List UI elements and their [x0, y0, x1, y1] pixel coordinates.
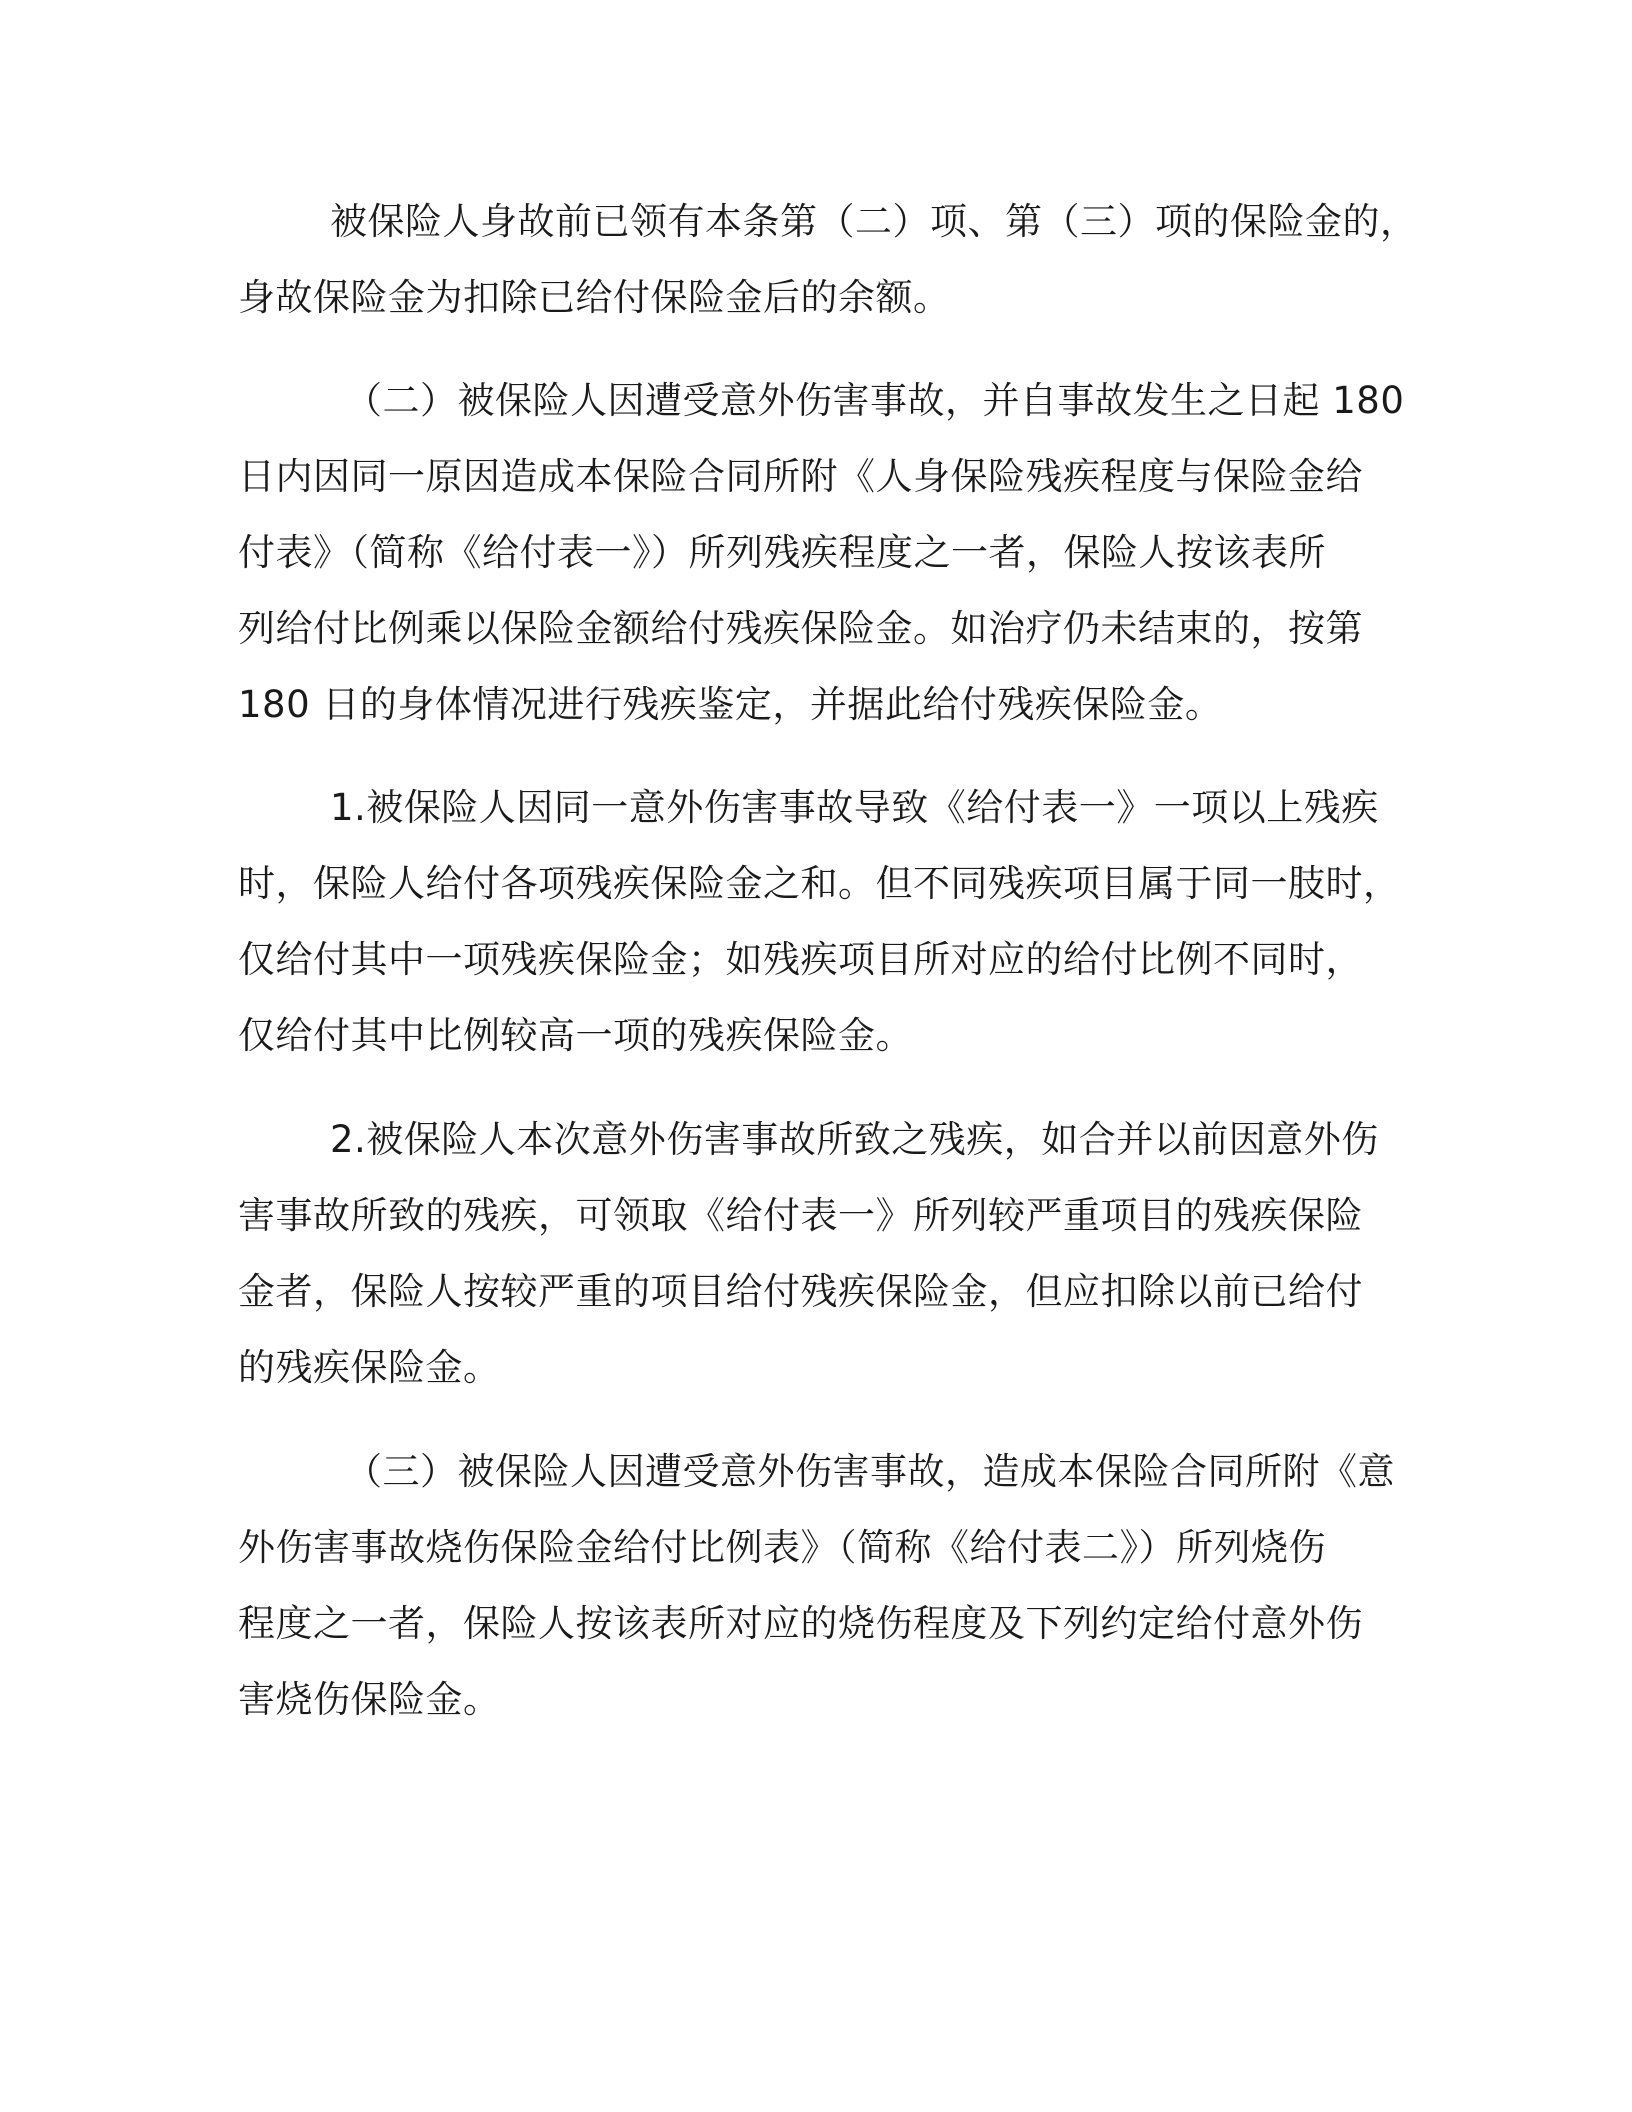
text-line: 仅给付其中一项残疾保险金；如残疾项目所对应的给付比例不同时， [238, 938, 1363, 981]
text-line: 身故保险金为扣除已给付保险金后的余额。 [238, 276, 951, 319]
text-line: 1.被保险人因同一意外伤害事故导致《给付表一》一项以上残疾 [330, 786, 1379, 829]
text-line: 外伤害事故烧伤保险金给付比例表》（简称《给付表二》）所列烧伤 [238, 1526, 1326, 1569]
text-line: 仅给付其中比例较高一项的残疾保险金。 [238, 1014, 913, 1057]
text-line: 的残疾保险金。 [238, 1346, 501, 1389]
text-line: （二）被保险人因遭受意外伤害事故，并自事故发生之日起 180 [345, 379, 1405, 422]
text-line: 害烧伤保险金。 [238, 1678, 501, 1721]
text-line: 程度之一者，保险人按该表所对应的烧伤程度及下列约定给付意外伤 [238, 1602, 1363, 1645]
text-line: 金者，保险人按较严重的项目给付残疾保险金，但应扣除以前已给付 [238, 1270, 1363, 1313]
text-line: 害事故所致的残疾，可领取《给付表一》所列较严重项目的残疾保险 [238, 1194, 1363, 1237]
text-line: 180 日的身体情况进行残疾鉴定，并据此给付残疾保险金。 [238, 683, 1223, 726]
text-line: 被保险人身故前已领有本条第（二）项、第（三）项的保险金的， [330, 200, 1418, 243]
text-line: 列给付比例乘以保险金额给付残疾保险金。如治疗仍未结束的，按第 [238, 607, 1363, 650]
text-line: 时，保险人给付各项残疾保险金之和。但不同残疾项目属于同一肢时， [238, 862, 1401, 905]
text-line: 付表》（简称《给付表一》）所列残疾程度之一者，保险人按该表所 [238, 531, 1326, 574]
text-line: （三）被保险人因遭受意外伤害事故，造成本保险合同所附《意 [345, 1450, 1395, 1493]
text-line: 2.被保险人本次意外伤害事故所致之残疾，如合并以前因意外伤 [330, 1118, 1379, 1161]
text-line: 日内因同一原因造成本保险合同所附《人身保险残疾程度与保险金给 [238, 455, 1363, 498]
